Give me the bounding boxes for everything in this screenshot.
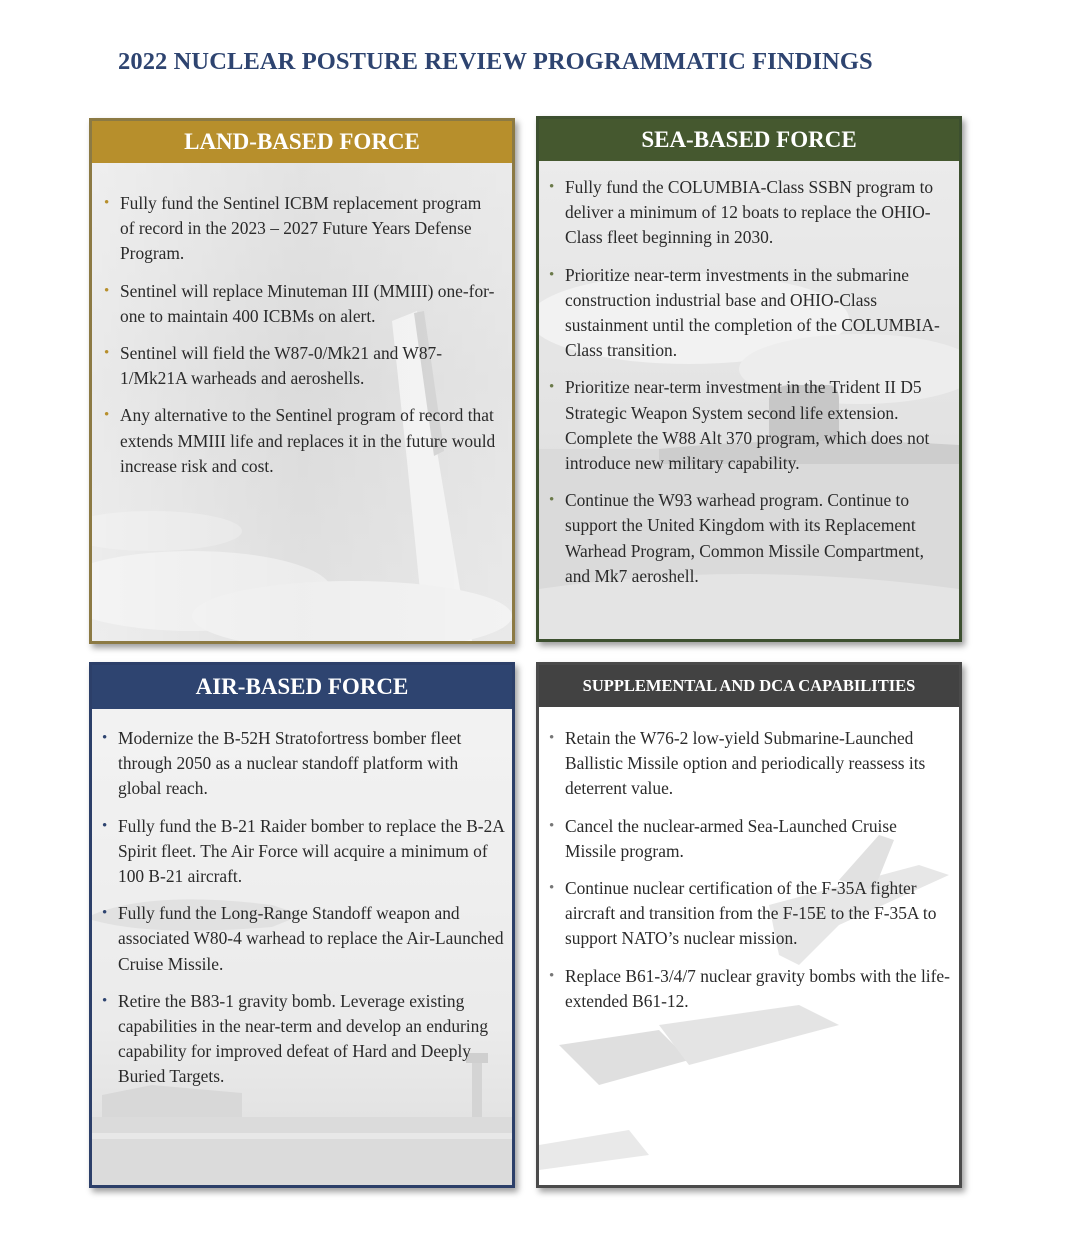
list-item: • Modernize the B-52H Stratofortress bomber fleet through 2050 as a nuclear standoff platform with global reach. — [102, 728, 462, 799]
sea-based-force-header: SEA-BASED FORCE — [539, 119, 959, 161]
supplemental-dca-header: SUPPLEMENTAL AND DCA CAPABILITIES — [539, 665, 959, 707]
list-item: • Sentinel will replace Minuteman III (MMIII) one-for-one to maintain 400 ICBMs on alert. — [104, 280, 495, 326]
page-title: 2022 NUCLEAR POSTURE REVIEW PROGRAMMATIC FINDINGS — [118, 48, 873, 75]
list-item: • Fully fund the B-21 Raider bomber to replace the B-2A Spirit fleet. The Air Force will acquire a minimum of 100 B-21 aircraft. — [102, 815, 504, 887]
land-based-force-panel — [89, 118, 515, 644]
bullet-icon: • — [549, 492, 555, 509]
list-item: • Continue nuclear certification of the F-35A fighter aircraft and transition from the F-15E to the F-35A to support NATO’s nuclear mission. — [549, 878, 937, 949]
air-based-force-header: AIR-BASED FORCE — [92, 665, 512, 709]
bullet-icon: • — [549, 179, 555, 195]
bullet-icon: • — [104, 407, 110, 424]
bullet-icon: • — [549, 817, 555, 834]
supplemental-dca-panel — [536, 662, 962, 1188]
list-item: • Replace B61-3/4/7 nuclear gravity bombs with the life-extended B61-12. — [549, 965, 950, 1011]
land-based-force-list — [104, 191, 499, 491]
list-item: • Sentinel will field the W87-0/Mk21 and W87-1/Mk21A warheads and aeroshells. — [104, 343, 442, 389]
bullet-icon: • — [104, 282, 110, 299]
bullet-icon: • — [102, 905, 108, 922]
bullet-icon: • — [102, 817, 108, 834]
list-item: • Prioritize near-term investments in the submarine construction industrial base and OHIO-Class sustainment until the completion of the COLUMBIA-Class transition. — [549, 264, 940, 361]
list-item: • Fully fund the COLUMBIA-Class SSBN program to deliver a minimum of 12 boats to replace the OHIO-Class fleet beginning in 2030. — [549, 177, 934, 248]
list-item: • Retire the B83-1 gravity bomb. Leverage existing capabilities in the near-term and develop an enduring capability for improved defeat of Hard and Deeply Buried Targets. — [102, 990, 489, 1087]
bullet-icon: • — [102, 992, 108, 1009]
bullet-icon: • — [549, 967, 555, 984]
air-based-force-list — [102, 726, 504, 1102]
bullet-icon: • — [104, 345, 110, 362]
list-item: • Cancel the nuclear-armed Sea-Launched Cruise Missile program. — [549, 815, 897, 861]
land-based-force-header: LAND-BASED FORCE — [92, 121, 512, 163]
bullet-icon: • — [102, 730, 108, 746]
sea-based-force-panel — [536, 116, 962, 642]
bullet-icon: • — [549, 730, 555, 746]
list-item: • Any alternative to the Sentinel program of record that extends MMIII life and replaces it in the future would increase risk and cost. — [104, 405, 496, 476]
bullet-icon: • — [549, 379, 555, 396]
list-item: • Continue the W93 warhead program. Continue to support the United Kingdom with its Replacement Warhead Program, Common Missile Compartment, and Mk7 aeroshell. — [549, 490, 924, 586]
supplemental-dca-list — [549, 726, 951, 1026]
bullet-icon: • — [549, 266, 555, 283]
sea-based-force-list — [549, 175, 949, 601]
list-item: • Prioritize near-term investment in the Trident II D5 Strategic Weapon System second life extension. Complete the W88 Alt 370 program, which does not introduce new military capability. — [549, 377, 930, 474]
bullet-icon: • — [549, 880, 555, 897]
air-based-force-panel — [89, 662, 515, 1188]
list-item: • Retain the W76-2 low-yield Submarine-Launched Ballistic Missile option and periodically reassess its deterrent value. — [549, 728, 926, 799]
bullet-icon: • — [104, 195, 110, 211]
list-item: • Fully fund the Long-Range Standoff weapon and associated W80-4 warhead to replace the Air-Launched Cruise Missile. — [102, 903, 504, 974]
list-item: • Fully fund the Sentinel ICBM replacement program of record in the 2023 – 2027 Future Years Defense Program. — [104, 193, 482, 264]
